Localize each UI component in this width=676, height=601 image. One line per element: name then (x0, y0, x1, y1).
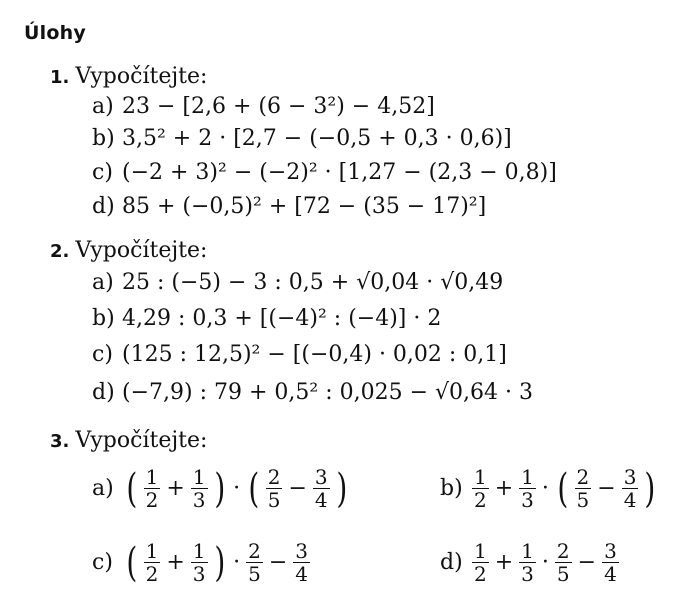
item-label: b) (440, 476, 463, 501)
item-expression: (−7,9) : 79 + 0,5² : 0,025 − √0,64 · 3 (122, 380, 533, 405)
fraction: $\frac{3}{4}$ (604, 539, 617, 586)
task-2-item-d (92, 380, 533, 406)
task-2-title (50, 238, 207, 265)
item-label: c) (92, 550, 113, 575)
right-paren: ) (213, 539, 225, 586)
task-2-item-c (92, 342, 507, 368)
fraction: $\frac{3}{4}$ (295, 539, 309, 586)
item-expression: (125 : 12,5)² − [(−0,4) · 0,02 : 0,1] (122, 342, 507, 367)
item-label: a) (92, 94, 114, 119)
fraction: $\frac{3}{4}$ (623, 465, 637, 512)
task-instruction: Vypočítejte: (75, 238, 208, 263)
item-expression: 23 − [2,6 + (6 − 3²) − 4,52] (122, 94, 435, 119)
fraction: $\frac{2}{5}$ (556, 539, 570, 586)
task-1-item-b (92, 126, 512, 152)
task-3-item-b: b) $\frac{1}{2}$ + $\frac{1}{3}$ · ( $\frac{2}{5}$ − $\frac{3}{4}$ ) (440, 465, 656, 512)
right-paren: ) (644, 465, 656, 512)
task-1-item-c (92, 160, 557, 186)
item-label: b) (92, 126, 115, 151)
fraction: $\frac{1}{2}$ (145, 539, 159, 586)
left-paren: ( (248, 465, 260, 512)
task-1-item-a (92, 94, 435, 120)
item-expression: 25 : (−5) − 3 : 0,5 + √0,04 · √0,49 (122, 270, 504, 295)
task-1-item-d (92, 194, 486, 220)
item-label: c) (92, 342, 113, 367)
left-paren: ( (126, 465, 138, 512)
fraction: $\frac{1}{2}$ (145, 465, 159, 512)
fraction: $\frac{2}{5}$ (576, 465, 590, 512)
task-3-item-c: c) ( $\frac{1}{2}$ + $\frac{1}{3}$ ) · $\frac{2}{5}$ − $\frac{3}{4}$ (92, 539, 309, 586)
section-heading: Úlohy (24, 22, 86, 44)
task-instruction: Vypočítejte: (75, 64, 208, 89)
item-label: a) (92, 476, 114, 501)
fraction: $\frac{1}{3}$ (521, 539, 534, 586)
task-2-item-a (92, 270, 503, 296)
fraction: $\frac{1}{3}$ (521, 465, 534, 512)
task-1-title (50, 64, 207, 91)
item-expression: 85 + (−0,5)² + [72 − (35 − 17)²] (122, 194, 487, 219)
right-paren: ) (335, 465, 347, 512)
task-3-item-a: a) ( $\frac{1}{2}$ + $\frac{1}{3}$ ) · ( $\frac{2}{5}$ − $\frac{3}{4}$ ) (92, 465, 347, 512)
fraction: $\frac{1}{2}$ (474, 539, 487, 586)
fraction: $\frac{3}{4}$ (314, 465, 328, 512)
fraction: $\frac{1}{2}$ (474, 465, 487, 512)
item-expression: (−2 + 3)² − (−2)² · [1,27 − (2,3 − 0,8)] (122, 160, 557, 185)
item-label: d) (92, 380, 115, 405)
fraction: $\frac{1}{3}$ (192, 539, 206, 586)
item-expression: 3,5² + 2 · [2,7 − (−0,5 + 0,3 · 0,6)] (122, 126, 512, 151)
item-label: a) (92, 270, 114, 295)
fraction: $\frac{2}{5}$ (267, 465, 281, 512)
item-label: b) (92, 306, 115, 331)
item-label: c) (92, 160, 113, 185)
item-label: d) (440, 550, 463, 575)
task-3-title (50, 428, 207, 455)
fraction: $\frac{2}{5}$ (248, 539, 261, 586)
task-number: 3. (50, 431, 70, 452)
item-expression: 4,29 : 0,3 + [(−4)² : (−4)] · 2 (122, 306, 442, 331)
task-3-item-d: d) $\frac{1}{2}$ + $\frac{1}{3}$ · $\frac{2}{5}$ − $\frac{3}{4}$ (440, 539, 617, 586)
left-paren: ( (126, 539, 138, 586)
task-number: 2. (50, 241, 70, 262)
left-paren: ( (557, 465, 569, 512)
task-2-item-b (92, 306, 441, 332)
task-number: 1. (50, 67, 70, 88)
right-paren: ) (213, 465, 225, 512)
item-label: d) (92, 194, 115, 219)
fraction: $\frac{1}{3}$ (192, 465, 206, 512)
task-instruction: Vypočítejte: (75, 428, 208, 453)
